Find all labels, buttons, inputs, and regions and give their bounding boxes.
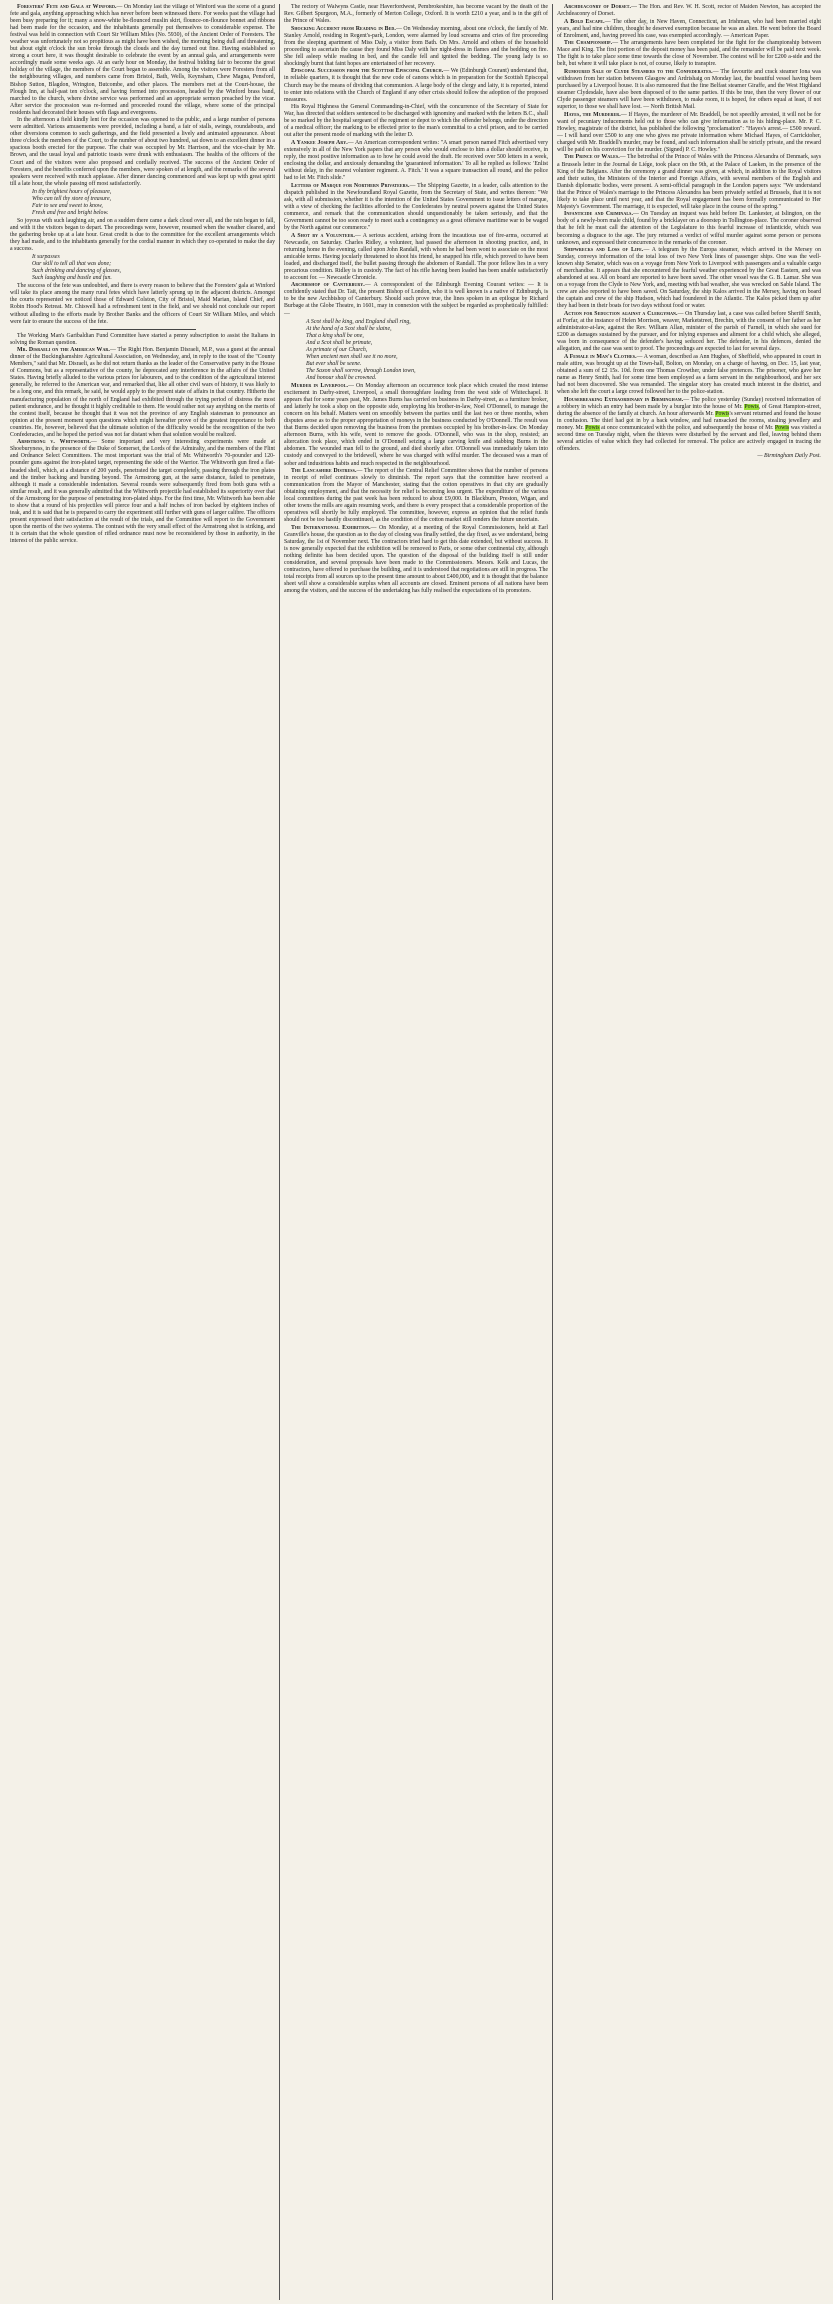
verse-block [32,189,275,217]
article-body: His Royal Highness the General Commanding-in-Chief, with the concurrence of the Secretary of State for War, has directed that soldiers sentenced to be discharged with ignominy and marked with the letters B.C., shall be so marked by the hospital sergeant of the regiment or depot to which the offender belongs, under the direction of a medical officer; the marking to be effected prior to the man's committal to a civil prison, and to be carried out after the present mode of marking with the letter D. [284,104,548,139]
article-paragraph [284,104,548,139]
article-paragraph [557,247,821,310]
verse-line: Who can tell thy store of treasure, [32,195,112,202]
column-2 [279,4,552,2300]
article-body: — On Wednesday morning, about one o'clock, the family of Mr. Stanley Arnold, residing in Regent's-park, London, were alarmed by loud screams and cries of fire proceeding from the sleeping apartment of Miss Daly, a visitor from Bath. On Mrs. Arnold and others of the household proceeding to ascertain the cause they found Miss Daly with her night-dress in flames and the bedding on fire. She fell asleep while reading in bed, and the candle fell and ignited the bedding. The young lady is so shockingly burnt that faint hopes are entertained of her recovery. [284,25,548,67]
article-headline: Mr. Disraeli on the American War. [17,347,110,354]
verse-line: Fresh and free and bright below. [32,209,109,216]
article-body: — The other day, in New Haven, Connecticut, an Irishman, who had been married eight years, and had nine children, thought he deserved exemption because he was an alien. He went before the Board of Enrolment, and, having proved his case, was exempted accordingly. — American Paper. [557,18,821,39]
article-paragraph [284,68,548,103]
section-rule [90,329,196,330]
verse-line: In thy brightest hours of pleasure, [32,188,112,195]
article-paragraph [284,183,548,232]
article-body: — On Monday, at a meeting of the Royal Commissioners, held at Earl Granville's house, the question as to the day of closing was finally settled, the day fixed, as we understand, being Saturday, the 1st of November next. The contractors tried hard to get this date extended, but without success. It is now generally expected that the exhibition will be removed to Paris, or some other continental city, although nothing definite has been decided upon. The question of the disposal of the building itself is still under consideration, and several proposals have been made to the Commissioners. Messrs. Kelk and Lucas, the contractors, have offered to purchase the building, and it is understood that negotiations are still in progress. The total receipts from all sources up to the present time amount to about £400,000, and it is thought that the balance sheet will show a considerable surplus when all accounts are closed. Eminent persons of all nations have been among the visitors, and the success of the undertaking has fully realised the expectations of its promoters. [284,524,548,595]
article-body: — The report of the Central Relief Committee shows that the number of persons in receipt of relief continues slowly to diminish. The report says that the committee have received a communication from the Mayor of Manchester, stating that the cotton operatives in that city are gradually obtaining employment, and that the necessity for relief is becoming less urgent. The expenditure of the various local committees during the past week has been reduced to about £9,000. In Blackburn, Preston, Wigan, and other towns the mills are again resuming work, and there is every prospect that a considerable proportion of the operatives will shortly be fully employed. The committee, however, express an opinion that the relief funds should not be too hastily discontinued, as the condition of the cotton market still renders the future uncertain. [284,468,548,524]
article-headline: Episcopal Succession from the Scottish Episcopal Church. [291,68,444,75]
article-body: — An American correspondent writes: "A smart person named Fitch advertised very extensively in all of the New York papers that any person who would enclose to him a dollar should receive, in reply, the most positive information as to how he could avoid the draft. He received over 500 letters in a week, enclosing the dollar, and anxiously demanding the 'guaranteed information.' To all he replied as follows: 'Enlist without delay, in the nearest volunteer regiment. A. Fitch.' It was a square transaction all round, and the police had to let Mr. Fitch slide." [284,139,548,182]
article-body: — Some important and very interesting experiments were made at Shoeburyness, in the presence of the Duke of Somerset, the Lords of the Admiralty, and the members of the Flint and Ordnance Select Committees. The most important was the trial of Mr. Whitworth's 70-pounder and 120-pounder guns against the iron-plated target, representing the side of the Warrior. The Whitworth gun fired a flat-headed shell, which, at a distance of 200 yards, penetrated the target completely, passing through the iron plates and the timber backing and bursting beyond. The Armstrong gun, at the same distance, failed to penetrate, although it made a considerable indentation. Several rounds were subsequently fired from both guns with a similar result, and it was generally admitted that the Whitworth projectile had established its superiority over that of the Armstrong for the purpose of penetrating iron-plated ships. For the first time, Mr. Whitworth has been able to show that a round of his projectiles will pierce four and a half inches of iron backed by eighteen inches of teak, and it is said that he is prepared to carry the experiment still further with guns of larger calibre. The officers present expressed their satisfaction at the result of the trials, and the Committee will report to the Government upon the merits of the two systems. The contrast with the very small effect of the Armstrong shot is striking, and it is certain that the whole question of rifled ordnance must now be reconsidered by those in authority, in the interest of the public service. [10,439,275,544]
article-paragraph [284,282,548,317]
verse-line: The Saxon shall sorrow, through London town, [306,367,416,374]
article-headline: Murder in Liverpool. [291,382,349,389]
article-paragraph [557,112,821,154]
verse-line: When ancient men shall see it no more, [306,353,398,360]
verse-line: Such drinking and dancing of glasses, [32,268,121,275]
article-paragraph [284,140,548,182]
article-paragraph [557,19,821,40]
verse-line: Fair to see and sweet to know, [32,202,103,209]
article-paragraph [284,26,548,68]
highlighted-term: Powis [744,403,759,410]
article-paragraph [557,154,821,210]
article-headline: Letters of Marque for Northern Privateers. [291,182,410,189]
article-body: — The Right Hon. Benjamin Disraeli, M.P., was a guest at the annual dinner of the Buckinghamshire Agricultural Association, on Wednesday, and, in reply to the toast of the "County Members," said that Mr. Disraeli, as he did not return thanks as the leader of the Conservative party in the House of Commons, but as a representative of the county, he deprecated any interference in the affairs of the United States. Having briefly alluded to the various prizes for labourers, and to the condition of the agricultural interest generally, he referred to the American war, and remarked that, like all other civil wars of history, it was likely to be a long one, and this remark, he said, he would apply to the present state of affairs in that country. Hitherto the manufacturing population of the north of England had exhibited through the trying period of distress the most patient endurance, and he thought it highly creditable to them. He would rather not say anything on the merits of the contest itself, because he thought that it was not the province of any English statesman to pronounce an opinion at the present moment upon questions which might hereafter prove of the greatest importance to both countries. He, however, believed that the ultimate solution of the difficulty would be the recognition of the two Confederacies, and he hoped the period was not far distant when that solution would be realized. [10,347,275,438]
article-headline: Infanticide and Criminals. [564,211,634,218]
article-headline: Housebreaking Extraordinary in Birmingham. [564,396,684,403]
article-body: — The police yesterday (Sunday) received information of a robbery in which an entry had been made by a burglar into the house of Mr. Powis, of Great Hampton-street, during the absence of the family at church. An hour afterwards Mr. Powis's servant returned and found the house in confusion. The thief had got in by a back window, and had ransacked the rooms, stealing jewellery and money. Mr. Powis at once communicated with the police, and subsequently the house of Mr. Powis was visited a second time on Tuesday night, when the thieves were disturbed by the servant and fled, leaving behind them several articles of value which they had collected for removal. The police are actively engaged in tracing the offenders. [557,396,822,452]
article-body: — A telegram by the Europa steamer, which arrived in the Mersey on Sunday, conveys information of the total loss of two New York lines of passenger ships. One was the well-known ship Senator, which was on a voyage from New York to Liverpool with passengers and a valuable cargo of merchandise. It appears that she encountered the fearful weather experienced by the Great Eastern, and was abandoned at sea. All on board are reported to have been saved. The other vessel was the G. B. Lamar. She was on a voyage from the Clyde to New York, and, meeting with bad weather, she was wrecked on Sable Island. The crew are also reported to have been saved. On Saturday, the ship Kalos arrived in the Mersey, having on board the captain and crew of the ship Hudson, which had foundered in the Atlantic. The Kalos picked them up after they had been in their boats for two days without food or water. [557,247,821,310]
article-body: — On Monday last the village of Winford was the scene of a grand fete and gala, anything approaching which has never before been witnessed there. For weeks past the village had been busy preparing for it; many a snow-white be-flounced muslin skirt, flounce-on-flounce bonnet and ribbons had been made for the occasion, and the inhabitants generally put themselves to considerable expense. The festival was held in connection with Court Sir William Miles (No. 5930), of the Ancient Order of Foresters. The weather was unfortunately not so propitious as might have been wished, the morning being dull and threatening, but about eight o'clock the sun broke through the clouds and the day turned out fine. Having established so strong a court here, it was thought desirable to celebrate the event by an annual gala, and arrangements were accordingly made some weeks ago. At an early hour on Monday, the festival bidding fair to become the great holiday of the village, the members of the Court began to assemble. Among the visitors were Foresters from all the neighbouring villages, and numbers came from Bristol, Bath, Wells, Keynsham, Chew Magna, Pensford, Bishop Sutton, Blagdon, Wrington, Butcombe, and other places. The members met at the Court-house, the Plough Inn, at half-past ten o'clock, and having formed into procession, headed by the Winford brass band, marched to the church, where divine service was performed and an appropriate sermon preached by the vicar. After service the procession was re-formed and proceeded round the village, where some of the principal residents had decorated their houses with flags and evergreens. [10,4,275,116]
article-headline: Rumoured Sale of Clyde Steamers to the Confederates. [564,68,713,75]
article-headline: A Female in Man's Clothes. [564,353,637,360]
article-paragraph [557,40,821,68]
article-body: — We (Edinburgh Courant) understand that, in reliable quarters, it is thought that the new code of canons which is in preparation for the Scottish Episcopal Church may be the means of dividing that communion. A large body of the clergy and laity, it is reported, intend to enter into relations with the Church of England if any other crisis should follow the adoption of the proposed measures. [284,68,548,103]
article-body: — On Thursday last, a case was called before Sheriff Smith, at Forfar, at the instance of Helen Morrison, weaver, Marketstreet, Brechin, with the consent of her father as her administrator-at-law, against the Rev. William Allan, minister of the parish of Farnell, in which she sued for £200 as damages sustained by the pursuer, and for inlying expenses and aliment for a child which, she alleged, was born in consequence of the defender's having seduced her. The defender, in his defences, denied the allegation, and the case was sent to proof. The proceedings are expected to last for several days. [557,311,821,353]
article-paragraph [10,4,275,117]
column-3 [552,4,825,2300]
article-body: — The favourite and crack steamer Iona was withdrawn from her station between Glasgow and Ardrishaig on Monday last, the beautiful vessel having been purchased by a Liverpool house. It is also rumoured that the fine Belfast steamer Giraffe, and the West Highland steamer Clydesdale, have also been disposed of to the same parties. If this be true, then the very flower of our Clyde passenger steamers will have been withdrawn, to make room, it is hoped, for others equal at least, if not superior, to those we shall have lost. — North British Mail. [557,68,822,111]
article-paragraph [10,347,275,439]
article-body: In the afternoon a field kindly lent for the occasion was opened to the public, and a large number of persons were admitted. Various amusements were provided, including a band, a fair of stalls, swings, roundabouts, and other diversions common to such gatherings, and the field presented a lively and animated appearance. About three o'clock the members of the Court, to the number of about two hundred, sat down to an excellent dinner in a spacious booth erected for the purpose. The chair was occupied by Mr. Harrison, and the vice-chair by Mr. Brown, and the usual loyal and patriotic toasts were drunk with enthusiasm. The healths of the officers of the Court and of the visitors were also proposed and cordially received. The success of the Ancient Order of Foresters, and the benefits conferred upon the members, were spoken of at length, and the remarks of the several speakers were received with much applause. After dinner dancing commenced and was kept up with great spirit till a late hour, the whole passing off most satisfactorily. [10,117,275,187]
article-body: The rectory of Walwyns Castle, near Haverfordwest, Pembrokeshire, has become vacant by the death of the Rev. Gilbert Spurgeon, M.A., formerly of Merton College, Oxford. It is worth £210 a year, and is in the gift of the Prince of Wales. [284,4,548,25]
article-body: — A woman, described as Ann Hughes, of Sheffield, who appeared in court in male attire, was brought up at the Town-hall, Bolton, on Monday, on a charge of having, on Dec. 15, last year, obtained a sum of £2 15s. 10d. from one Thomas Crowther, under false pretences. The prisoner, who gave her name as Henry Smith, had for some time been employed as a farm servant in the neighbourhood, and her sex had not been discovered. She was remanded. The singular story has created much interest in the district, and when she left the court a large crowd followed her to the police-station. [557,353,821,396]
article-paragraph [557,211,821,246]
article-headline: Foresters' Fete and Gala at Winford. [17,4,117,10]
verse-line: That a king shall be one, [306,332,364,339]
verse-line: But ever shall be seene. [306,360,362,367]
article-headline: The Lancashire Distress. [291,468,357,475]
article-body: — If Hayes, the murderer of Mr. Braddell, be not speedily arrested, it will not be for want of pecuniary inducements held out to those who can give information as to his hiding-place. Mr. P. C. Howley, magistrate of the district, has published the following "proclamation": "Hayes's arrest.— £500 reward.— I will hand over £500 to any one who gives me private information where Michael Hayes, of Carricktoher, charged with Mr. Braddell's murder, may be found, and such information shall be strictly private, and the reward will be paid on his conviction for the murder. (Signed) P. C. Howley." [557,111,821,153]
verse-line: Such laughing and bustle and fun. [32,275,112,282]
highlighted-term: Powis [774,424,790,431]
article-paragraph [284,525,548,595]
article-body: — The Hon. and Rev. W. H. Scott, rector of Maiden Newton, has accepted the Archdeaconry of Dorset. [557,4,821,18]
column-1 [6,4,279,2300]
article-body: — A serious accident, arising from the incautious use of fire-arms, occurred at Newcastle, on Saturday. Charles Ridley, a volunteer, had passed the afternoon in shooting practice, and, in returning home in the evening, called upon John Randall, with whom he had been wont to associate on the most amicable terms. Having jocularly threatened to shoot his friend, he snapped his rifle, which proved to have been loaded, and discharged itself, the bullet passing through the abdomen of Randall. The poor fellow lies in a very precarious condition. Ridley is in custody. The fact of his rifle having been loaded has been unable satisfactorily to account for. — Newcastle Chronicle. [284,232,548,281]
article-paragraph [10,333,275,347]
article-paragraph [557,69,821,111]
verse-line: And a Scot shall be primate, [306,339,373,346]
source-credit: — Birmingham Daily Post. [757,453,821,460]
verse-line: At the hand of a Scot shall be slaine, [306,325,392,332]
article-paragraph [557,354,821,396]
article-body: — The Shipping Gazette, in a leader, calls attention to the dispatch published in the Newfoundland Royal Gazette, from the Secretary of State, and writes thereon: "We ask, with all submission, whether it is the intention of the United States Government to issue letters of marque, with a view of checking the facilities afforded to the Confederates by neutral powers against the United States commerce, and remark that the communication should unquestionably be taken seriously, and that the Government cannot be too soon ready to meet such a contingency as a great offensive maritime war to be waged by the North against our commerce." [284,182,548,231]
article-body: — On Tuesday an inquest was held before Dr. Lankester, at Islington, on the body of a newly-born male child, found by a bricklayer on a doorstep in Tollington-place. The coroner observed that he felt he must call the attention of the Legislature to this fearful increase of infanticide, which was becoming a disgrace to the age. The jury returned a verdict of wilful murder against some person or persons unknown, and expressed their concurrence in the remarks of the coroner. [557,211,821,246]
verse-line: And honour shall be crowned. [306,374,377,381]
verse-line: As primate of our Church, [306,346,368,353]
article-body: The success of the fete was undoubted, and there is every reason to believe that the Foresters' gala at Winford will take its place among the many rural fetes which have latterly sprung up in the adjacent districts. Amongst the courts represented we noticed those of Edward Colston, City of Bristol, Maid Marian, Island Chief, and Robin Hood's Retreat. Mr. Chiswell had a refreshment tent in the field, and we should not conclude our report without alluding to the efforts made by Brother Banks and the officers of Court Sir William Miles, and which were fair to ensure the success of the fete. [10,283,275,325]
article-headline: Archbishop of Canterbury. [291,282,365,289]
article-paragraph [284,383,548,468]
article-paragraph [284,233,548,282]
article-paragraph [557,311,821,353]
article-paragraph [10,117,275,187]
article-body: So joyous with such laughing air, and on a sudden there came a dark cloud over all, and the rain began to fall, and with it the visitors began to depart. The proceedings were, however, resumed when the weather cleared, and the gathering broke up at a late hour. Great credit is due to the committee for the excellent arrangements which they had made, and to the inhabitants generally for the cordial manner in which they co-operated to make the day a success. [10,217,275,253]
article-body: The Working Man's Garibaldian Fund Committee have started a penny subscription to assist the Italians in solving the Roman question. [10,332,275,346]
article-body: — The arrangements have been completed for the fight for the championship between Mace and King. The first portion of the deposit money has been paid, and the remainder will be paid next week. The fight is to take place some time towards the close of November. The contest will be for £200 a-side and the belt, but where it will take place is not, of course, likely to transpire. [557,40,821,68]
article-paragraph [10,283,275,325]
article-paragraph [557,397,821,453]
verse-line: Our skill to tell all that was done; [32,261,112,268]
article-body: — On Monday afternoon an occurrence took place which created the most intense excitement in Darby-street, Liverpool, a small thoroughfare leading from the west side of Whitechapel. It appears that for some years past, Mr. James Burns has carried on business in Darby-street, as a furniture broker, and latterly he took a shop on the opposite side, employing his brother-in-law, Noel O'Donnell, to manage the concern on his behalf. Matters went on smoothly between the parties until the last two or three months, when disputes arose as to the proper appropriation of moneys in the business conducted by O'Donnell. The result was that Burns decided upon removing the business from the premises occupied by his brother-in-law. On Monday afternoon Burns, with his wife, went to remove the goods. O'Donnell, who was in the shop, resisted; an altercation took place, which ended in O'Donnell seizing a large carving knife and stabbing Burns in the abdomen. The wounded man fell to the ground, and died shortly after. O'Donnell was immediately taken into custody and conveyed to the bridewell, where he was charged with wilful murder. The deceased was a man of sober and industrious habits and much respected in the neighbourhood. [284,382,548,467]
verse-block [306,319,548,382]
article-headline: The International Exhibition. [291,524,371,531]
article-body: — The betrothal of the Prince of Wales with the Princess Alexandra of Denmark, says a Brussels letter in the Journal de Liége, took place on the 9th, at the Palace of Laeken, in the presence of the King of the Belgians. After the ceremony a grand dinner was given, at which, in addition to the Royal visitors and their suites, the Ministers of the Interior and Foreign Affairs, with several members of the English and Danish diplomatic bodies, were present. A semi-official paragraph in the London papers says: "We understand that the Prince of Wales's marriage to the Princess Alexandra has been privately settled at Brussels, that it is not likely to take place until next year, and that the Royal engagement has been formally communicated to Her Majesty's Government. The marriage, it is expected, will take place in the course of the spring." [557,154,821,210]
article-paragraph [557,4,821,18]
highlighted-term: Powis [585,424,600,431]
article-headline: Action for Seduction against a Clergyman. [564,311,678,318]
article-paragraph [284,468,548,524]
article-headline: A Bold Escape. [564,18,605,25]
article-body: — A correspondent of the Edinburgh Evening Courant writes: — It is confidently stated that Dr. Tait, the present Bishop of London, who it is well known is a native of Edinburgh, is to be the new Archbishop of Canterbury. Should such prove true, the lines spoken in an epilogue by Richard Burbage at the Globe Theatre, in 1601, may in connexion with the subject be regarded as prophetically fulfilled: — [284,282,548,317]
highlighted-term: Powis [715,410,730,417]
article-headline: A Yankee Joseph Ary. [291,139,348,146]
article-headline: The Prince of Wales. [564,154,620,161]
article-headline: Hayes, the Murderer. [564,111,621,118]
article-headline: Shipwrecks and Loss of Life. [564,247,644,254]
article-paragraph [10,439,275,545]
verse-line: A Scot shall be king, and England shall ring, [306,318,411,325]
article-paragraph [284,4,548,25]
article-paragraph [10,218,275,253]
article-headline: Shocking Accident from Reading in Bed. [291,25,396,32]
article-headline: The Championship. [564,40,613,47]
verse-line: It surpasses [32,254,60,261]
article-headline: Archdeaconry of Dorset. [564,4,632,10]
verse-block [32,254,275,282]
article-headline: Armstrong v. Whitworth. [17,439,91,446]
article-headline: A Shot by a Volunteer. [291,232,355,239]
